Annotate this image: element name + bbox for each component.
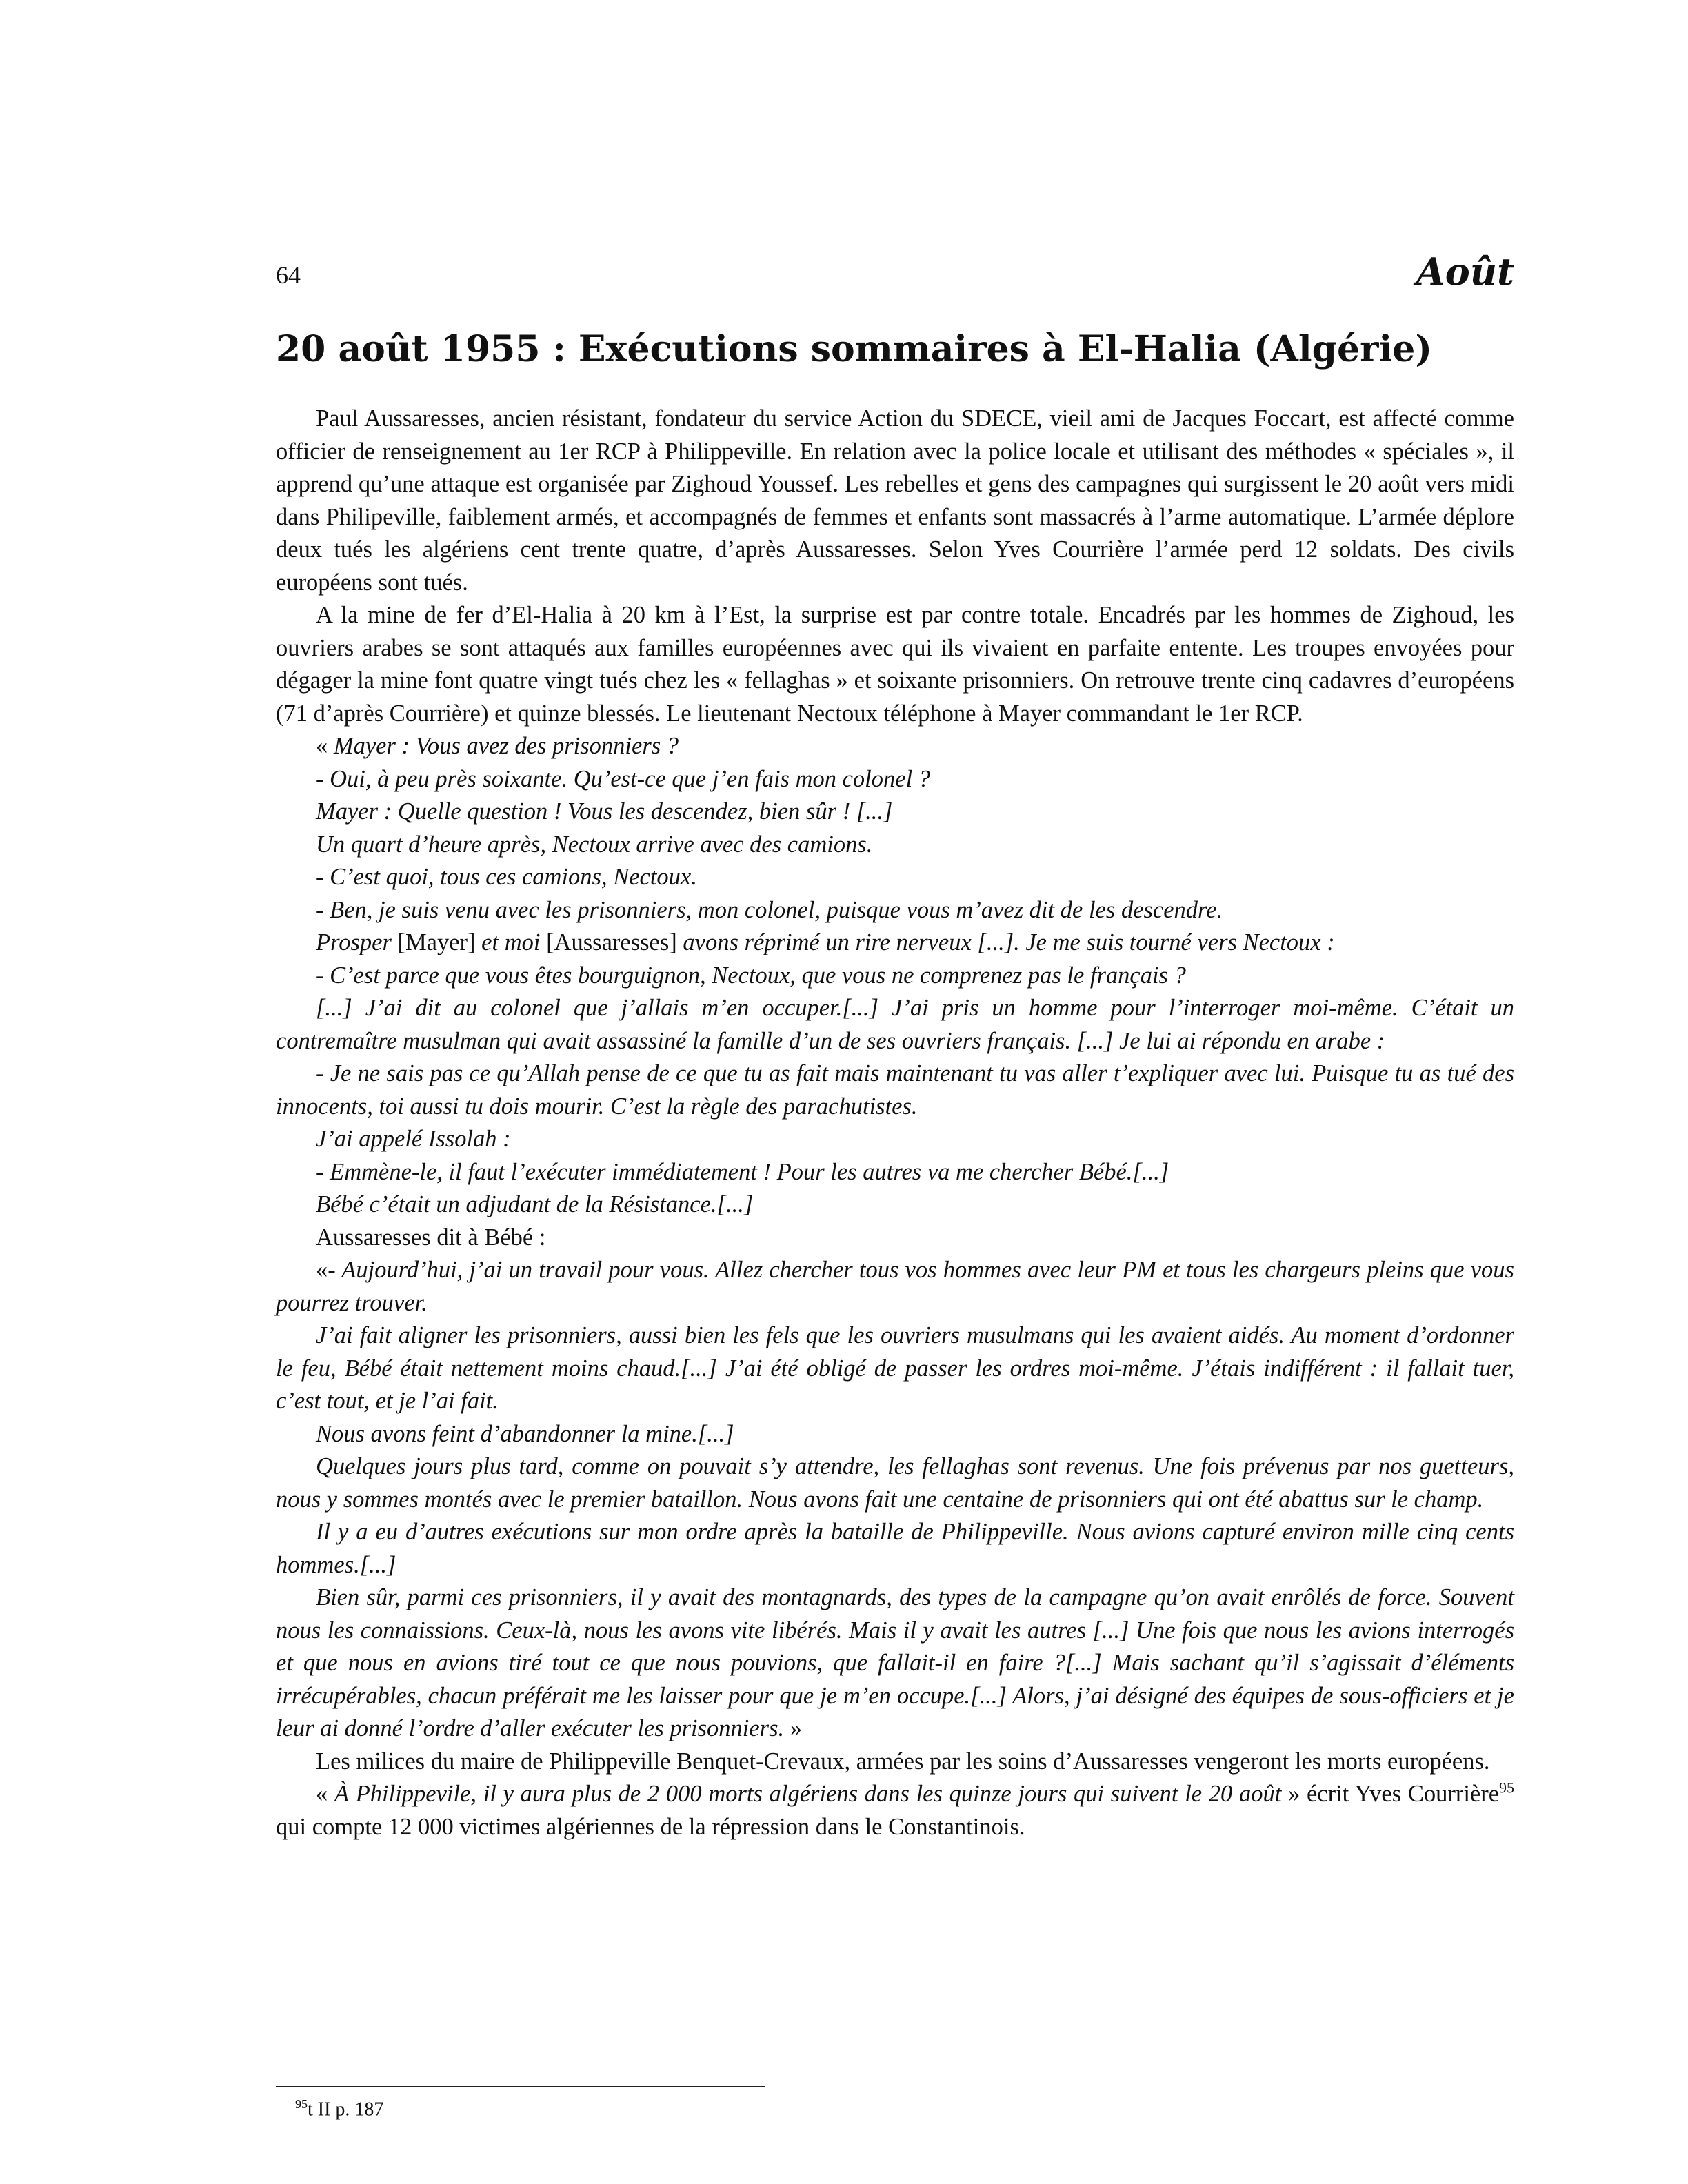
quote-line: [...] J’ai dit au colonel que j’allais m’en occuper.[...] J’ai pris un homme pour l’interroger moi-même. C’était un contremaître musulman qui avait assassiné la famille d’un de ses ouvriers français. [...] Je lui ai répondu en arabe : bbox=[276, 995, 1514, 1054]
section-title: 20 août 1955 : Exécutions sommaires à El-Halia (Algérie) bbox=[276, 328, 1432, 370]
quote-line: - Oui, à peu près soixante. Qu’est-ce que j’en fais mon colonel ? bbox=[316, 765, 931, 792]
quote-text: À Philippevile, il y aura plus de 2 000 morts algériens dans les quinze jours qui suivent le 20 août bbox=[334, 1781, 1282, 1807]
page-number: 64 bbox=[276, 261, 301, 289]
quote-line: Mayer : Quelle question ! Vous les descendez, bien sûr ! [...] bbox=[316, 798, 893, 825]
quote-line bbox=[276, 927, 1514, 960]
open-quote-mark: « bbox=[316, 1257, 328, 1283]
paragraph: Les milices du maire de Philippeville Benquet-Crevaux, armées par les soins d’Aussaresses vengeront les morts européens. bbox=[316, 1748, 1490, 1775]
running-head: Août bbox=[1416, 250, 1514, 294]
quote-line: - Emmène-le, il faut l’exécuter immédiatement ! Pour les autres va me chercher Bébé.[...] bbox=[316, 1158, 1169, 1185]
quote-text: Prosper bbox=[316, 929, 398, 956]
paragraph: Paul Aussaresses, ancien résistant, fondateur du service Action du SDECE, vieil ami de Jacques Foccart, est affecté comme officier de renseignement au 1er RCP à Philippeville. En relation avec la police locale et utilisant des méthodes « spéciales », il apprend qu’une attaque est organisée par Zighoud Youssef. Les rebelles et gens des campagnes qui surgissent le 20 août vers midi dans Philipeville, faiblement armés, et accompagnés de femmes et enfants sont massacrés à l’arme automatique. L’armée déplore deux tués les algériens cent trente quatre, d’après Aussaresses. Selon Yves Courrière l’armée perd 12 soldats. Des civils européens sont tués. bbox=[276, 405, 1514, 596]
quote-line bbox=[276, 730, 1514, 763]
quote-line: Il y a eu d’autres exécutions sur mon ordre après la bataille de Philippeville. Nous avions capturé environ mille cinq cents hommes.[...] bbox=[276, 1519, 1514, 1578]
editorial-insert: [Mayer] bbox=[397, 929, 482, 956]
quote-line: - Ben, je suis venu avec les prisonniers, mon colonel, puisque vous m’avez dit de les descendre. bbox=[316, 896, 1223, 923]
quote-line: Nous avons feint d’abandonner la mine.[...] bbox=[316, 1420, 734, 1447]
paragraph: Aussaresses dit à Bébé : bbox=[316, 1224, 546, 1251]
body-text bbox=[276, 403, 1514, 1843]
quote-text: - Aujourd’hui, j’ai un travail pour vous. Allez chercher tous vos hommes avec leur PM et tous les chargeurs pleins que vous pourrez trouver. bbox=[276, 1257, 1514, 1316]
close-quote-mark: » bbox=[1281, 1781, 1300, 1807]
footnote-divider bbox=[276, 2086, 765, 2087]
close-quote-mark: » bbox=[784, 1715, 803, 1741]
quote-text: avons réprimé un rire nerveux [...]. Je me suis tourné vers Nectoux : bbox=[683, 929, 1335, 956]
quote-line: Bébé c’était un adjudant de la Résistance.[...] bbox=[316, 1191, 754, 1217]
paragraph: A la mine de fer d’El-Halia à 20 km à l’Est, la surprise est par contre totale. Encadrés par les hommes de Zighoud, les ouvriers arabes se sont attaqués aux familles européennes avec qui ils vivaient en parfaite entente. Les troupes envoyées pour dégager la mine font quatre vingt tués chez les « fellaghas » et soixante prisonniers. On retrouve trente cinq cadavres d’européens (71 d’après Courrière) et quinze blessés. Le lieutenant Nectoux téléphone à Mayer commandant le 1er RCP. bbox=[276, 602, 1514, 727]
open-quote-mark: « bbox=[316, 733, 334, 759]
footnote-reference[interactable]: 95 bbox=[1499, 1779, 1515, 1797]
footnote bbox=[295, 2092, 383, 2122]
quote-text: Mayer : Vous avez des prisonniers ? bbox=[333, 733, 679, 759]
quote-line: Un quart d’heure après, Nectoux arrive avec des camions. bbox=[316, 831, 873, 858]
quote-line: - C’est quoi, tous ces camions, Nectoux. bbox=[316, 864, 697, 890]
quote-line bbox=[276, 1254, 1514, 1320]
quote-line: - C’est parce que vous êtes bourguignon, Nectoux, que vous ne comprenez pas le français ? bbox=[316, 962, 1186, 989]
quote-line bbox=[276, 1581, 1514, 1746]
footnote-mark: 95 bbox=[295, 2097, 308, 2111]
quote-text: et moi bbox=[481, 929, 547, 956]
editorial-insert: [Aussaresses] bbox=[546, 929, 683, 956]
quote-line: J’ai appelé Issolah : bbox=[316, 1126, 511, 1152]
quote-text: Bien sûr, parmi ces prisonniers, il y avait des montagnards, des types de la campagne qu’on avait enrôlés de force. Souvent nous les connaissions. Ceux-là, nous les avons vite libérés. Mais il y avait les autres [...] Une fois que nous les avions interrogés et que nous en avions tiré tout ce que nous pouvions, que fallait-il en faire ?[...] Mais sachant qu’il s’agissait d’éléments irrécupérables, chacun préférait me les laisser pour que je m’en occupe.[...] Alors, j’ai désigné des équipes de sous-officiers et je leur ai donné l’ordre d’aller exécuter les prisonniers. bbox=[276, 1584, 1514, 1741]
footnote-text: t II p. 187 bbox=[308, 2099, 384, 2121]
quote-line: - Je ne sais pas ce qu’Allah pense de ce que tu as fait mais maintenant tu vas aller t’expliquer avec lui. Puisque tu as tué des innocents, toi aussi tu dois mourir. C’est la règle des parachutistes. bbox=[276, 1060, 1514, 1120]
paragraph bbox=[276, 1778, 1514, 1843]
quote-line: J’ai fait aligner les prisonniers, aussi bien les fels que les ouvriers musulmans qui les avaient aidés. Au moment d’ordonner le feu, Bébé était nettement moins chaud.[...] J’ai été obligé de passer les ordres moi-même. J’étais indifférent : il fallait tuer, c’est tout, et je l’ai fait. bbox=[276, 1322, 1514, 1414]
paragraph-text: écrit Yves Courrière bbox=[1306, 1781, 1500, 1807]
quote-line: Quelques jours plus tard, comme on pouvait s’y attendre, les fellaghas sont revenus. Une fois prévenus par nos guetteurs, nous y sommes montés avec le premier bataillon. Nous avons fait une centaine de prisonniers qui ont été abattus sur le champ. bbox=[276, 1453, 1514, 1513]
paragraph-text: qui compte 12 000 victimes algériennes de la répression dans le Constantinois. bbox=[276, 1813, 1025, 1840]
open-quote-mark: « bbox=[316, 1781, 334, 1807]
